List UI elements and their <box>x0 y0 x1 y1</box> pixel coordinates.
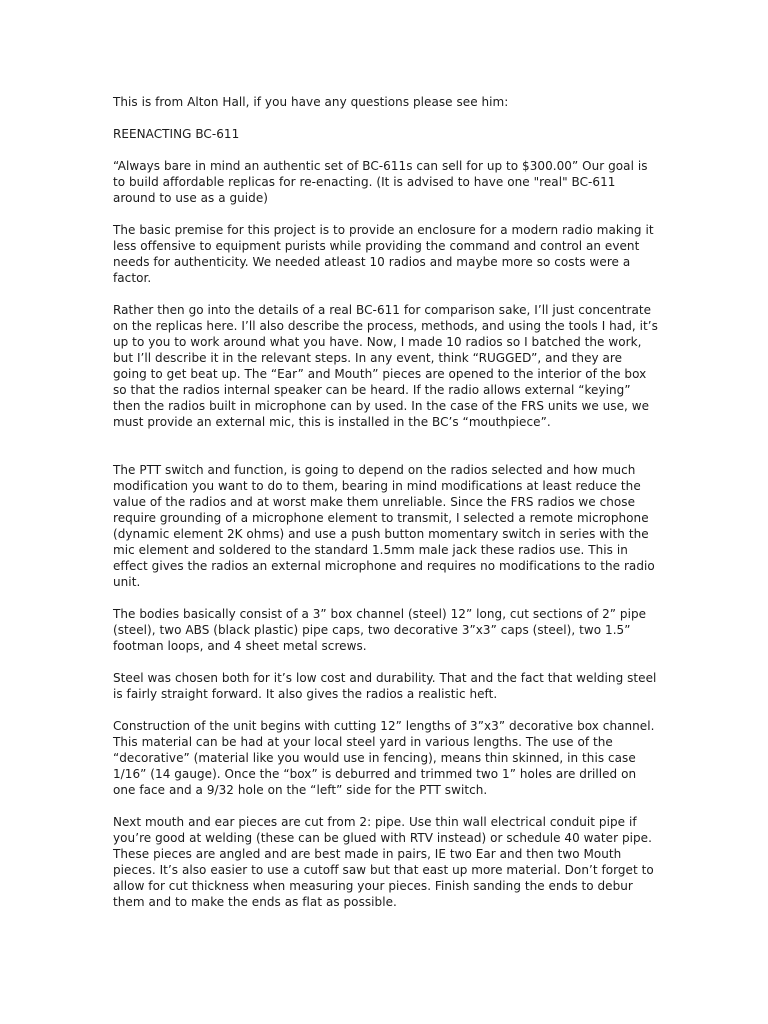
intro-line: This is from Alton Hall, if you have any questions please see him: <box>113 95 509 109</box>
paragraph-steel: Steel was chosen both for it’s low cost and durability. That and the fact that welding steel is fairly straight forward. It also gives the radios a realistic heft. <box>113 671 657 701</box>
paragraph-mouth-ear-pieces: Next mouth and ear pieces are cut from 2: pipe. Use thin wall electrical conduit pipe if you’re good at welding (these can be glued with RTV instead) or schedule 40 water pipe. These pieces are angled and are best made in pairs, IE two Ear and then two Mouth pieces. It’s also easier to use a cutoff saw but that east up more material. Don’t forget to allow for cut thickness when measuring your pieces. Finish sanding the ends to debur them and to make the ends as flat as possible. <box>113 815 654 909</box>
document-title: REENACTING BC-611 <box>113 127 240 141</box>
paragraph-premise: The basic premise for this project is to provide an enclosure for a modern radio making it less offensive to equipment purists while providing the command and control an event needs for authenticity. We needed atleast 10 radios and maybe more so costs were a factor. <box>113 223 654 285</box>
paragraph-bodies: The bodies basically consist of a 3” box channel (steel) 12” long, cut sections of 2” pipe (steel), two ABS (black plastic) pipe caps, two decorative 3”x3” caps (steel), two 1.5” footman loops, and 4 sheet metal screws. <box>113 607 647 653</box>
document-page <box>113 94 658 926</box>
paragraph-ptt-switch: The PTT switch and function, is going to depend on the radios selected and how much modification you want to do to them, bearing in mind modifications at least reduce the value of the radios and at worst make them unreliable. Since the FRS radios we chose require grounding of a microphone element to transmit, I selected a remote microphone (dynamic element 2K ohms) and use a push button momentary switch in series with the mic element and soldered to the standard 1.5mm male jack these radios use. This in effect gives the radios an external microphone and requires no modifications to the radio unit. <box>113 463 655 589</box>
paragraph-construction: Construction of the unit begins with cutting 12” lengths of 3”x3” decorative box channel. This material can be had at your local steel yard in various lengths. The use of the “decorative” (material like you would use in fencing), means thin skinned, in this case 1/16” (14 gauge). Once the “box” is deburred and trimmed two 1” holes are drilled on one face and a 9/32 hole on the “left” side for the PTT switch. <box>113 719 655 797</box>
paragraph-replicas: Rather then go into the details of a real BC-611 for comparison sake, I’ll just concentrate on the replicas here. I’ll also describe the process, methods, and using the tools I had, it’s up to you to work around what you have. Now, I made 10 radios so I batched the work, but I’ll describe it in the relevant steps. In any event, think “RUGGED”, and they are going to get beat up. The “Ear” and Mouth” pieces are opened to the interior of the box so that the radios internal speaker can be heard. If the radio allows external “keying” then the radios built in microphone can by used. In the case of the FRS units we use, we must provide an external mic, this is installed in the BC’s “mouthpiece”. <box>113 303 658 429</box>
paragraph-quote: “Always bare in mind an authentic set of BC-611s can sell for up to $300.00” Our goal is to build affordable replicas for re-enacting. (It is advised to have one "real" BC-611 around to use as a guide) <box>113 159 648 205</box>
